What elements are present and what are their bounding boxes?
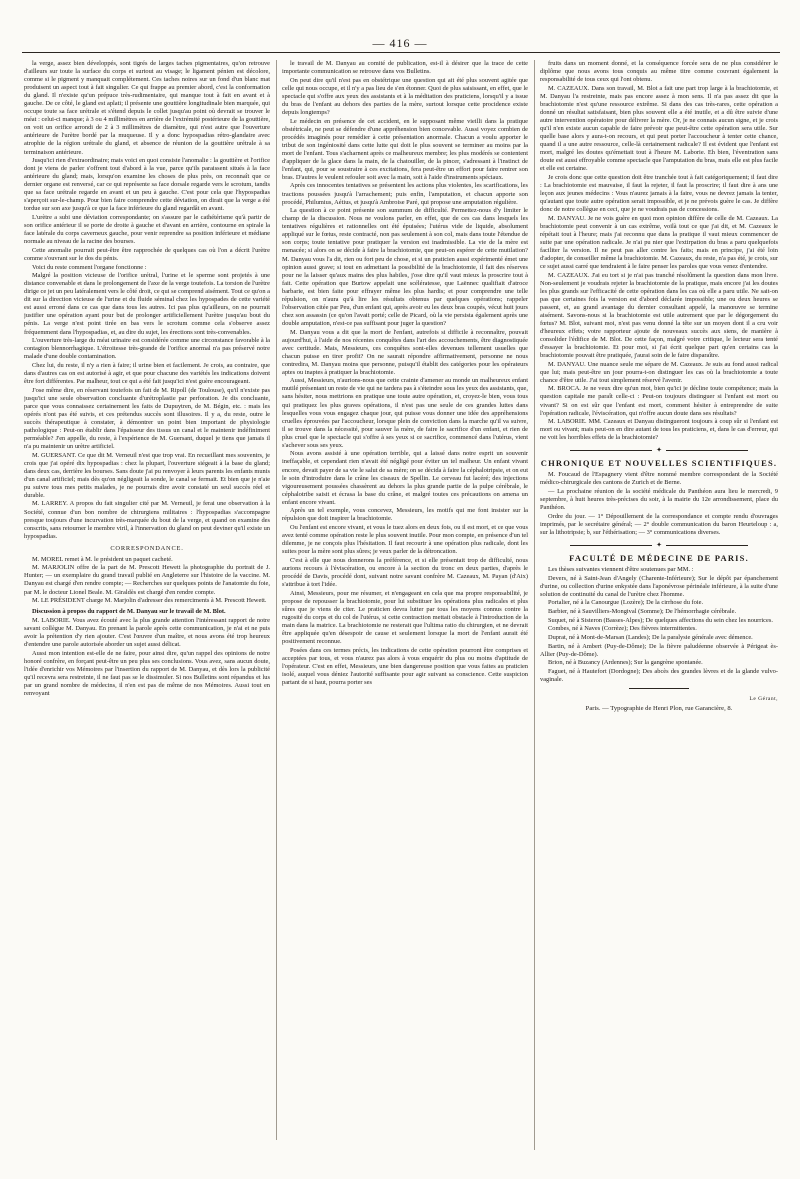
paragraph: le travail de M. Danyau au comité de publication, est-il à désirer que la trace de cette importante communication se retrouve dans vos Bulletins.: [282, 60, 528, 76]
column-divider: [276, 60, 277, 1140]
paragraph: Ainsi, Messieurs, pour me résumer, et n'engageant en cela que ma propre responsabilité, je propose de repousser la brachiotomie, pour lui substituer les opérations plus radicales et plus sûres que je viens de citer. Le praticien devra lutter par tous les moyens connus contre la rugosité du corps et du col de l'utérus, si cette contraction mettait obstacle à l'introduction de la main dans la matrice. La brachiotomie ne resterait que l'ultima ratio du chirurgien, et ne devrait être appliquée qu'en désespoir de cause et seulement lorsque la mort de l'enfant aurait été positivement reconnue.: [282, 589, 528, 645]
paragraph: fruits dans un moment donné, et la conséquence forcée sera de ne plus considérer le diplôme que nous avons tous conquis au même titre comme couvrant également la responsabilité de tous ceux qui l'ont obtenu.: [540, 60, 778, 84]
column-3: [540, 60, 778, 1154]
paragraph: C'est à elle que nous donnerons la préférence, et si elle présentait trop de difficulté, nous aurions recours à l'éviscération, ou encore à la section du tronc en deux parties, d'après le procédé de Davis, procédé dont, suivant notre savant confrère M. Cazeaux, M. Payan (d'Aix) s'attribue à tort l'idée.: [282, 556, 528, 588]
paragraph: J'ose même dire, en réservant toutefois un fait de M. Ripoll (de Toulouse), qu'il n'existe pas jusqu'ici une seule observation concluante d'urétroplastie par perforation. Je dis concluante, parce que vous connaissez certainement les faits de Dupuytren, de M. Bégin, etc. : mais les opérés n'ont pas été suivis, et ces prétendus succès sont illusoires. Il y a, du reste, outre le succès thérapeutique à constater, à démontrer un point bien important de physiologie pathologique : Peut-on établir dans l'épaisseur des tissus un canal et le maintenir indéfiniment perméable? J'en appelle, du reste, à l'expérience de M. Guersant, duquel je tiens que jamais il n'a pu maintenir un urètre artificiel.: [24, 386, 270, 450]
paragraph: Ou l'enfant est encore vivant, et vous le tuez alors en deux fois, ou il est mort, et ce que vous avez tenté comme opération reste le plus souvent inutile. Pour mon compte, en présence d'un tel dilemme, je ne conçois plus l'hésitation. Il faut recourir à une opération plus radicale, dont les suites pour la mère sont plus sûres; je veux parler de la détroncation.: [282, 524, 528, 556]
section-heading: CHRONIQUE ET NOUVELLES SCIENTIFIQUES.: [540, 458, 778, 469]
signature-line: Le Gérant,: [749, 696, 778, 703]
paragraph: M. BROCA. Je ne veux dire qu'un mot, bien qu'ici je décline toute compétence; mais la question capitale me paraît celle-ci : Peut-on toujours distinguer si l'enfant est mort ou vivant? Si on est sûr que l'enfant est mort, comment hésiter à entreprendre de suite l'opération radicale, l'éviscération, qui n'offre aucun doute dans ses résultats?: [540, 385, 778, 417]
paragraph: Les thèses suivantes viennent d'être soutenues par MM. :: [548, 566, 694, 574]
column-1: [24, 60, 270, 1140]
paragraph: M. GUERSANT. Ce que dit M. Verneuil n'est que trop vrai. En recueillant mes souvenirs, je crois que j'ai opéré dix hypospadias : chez la plupart, l'ouverture siégeait à la base du gland; dans deux cas, derrière les bourses. Sans doute j'ai pu renvoyer à leurs parents les enfants munis d'un canal artificiel; mais dès qu'on négligeait la sonde, le canal se fermait. Et bien que je n'aie pu suivre tous mes petits malades, je ne pourrais dire avoir constaté un seul succès réel et durable.: [24, 451, 270, 499]
ornament-glyph-icon: ✦: [652, 541, 666, 549]
paragraph: Suquet, né à Sisteron (Basses-Alpes); De quelques affections du sein chez les nourrices.: [548, 616, 773, 624]
paragraph: Jusqu'ici rien d'extraordinaire; mais voici en quoi consiste l'anomalie : la gouttière et l'orifice dont je viens de parler s'offrent tout d'abord à la vue, parce qu'ils paraissent situés à la face antérieure du gland; mais, lorsqu'on examine les choses de plus près, on reconnaît que ce dernier organe est renversé, car ce qui représente sa face dorsale regarde vers le scrotum, tandis que sa face urétrale regarde en avant et un peu à gauche. C'est pour cela que l'hypospadias s'aperçoit sur-le-champ. Pour bien faire comprendre cette déviation, on dirait que la verge a été tordue sur son axe jusqu'à ce que la face inférieure du gland regardât en avant.: [24, 157, 270, 213]
paragraph: Combes, né à Naves (Corrèze); Des fièvres intermittentes.: [548, 625, 697, 633]
paragraph: M. Danyau vous a dit que la mort de l'enfant, autrefois si difficile à reconnaître, pouvait aujourd'hui, à l'aide de nos récentes conquêtes dans l'art des accouchements, être diagnostiquée avec certitude. Mais, Messieurs, ces conquêtes sont-elles devenues tellement usuelles que chacun puisse en tirer profit? On ne saurait répondre affirmativement, personne ne nous contredira, M. Danyau moins que personne, puisqu'il établit des catégories pour les opérateurs aptes ou inaptes à pratiquer la brachiotomie.: [282, 328, 528, 376]
paragraph: M. LABORIE. MM. Cazeaux et Danyau distingueront toujours à coup sûr si l'enfant est mort ou vivant; mais peut-on en dire autant de tous les praticiens, et, dans le cas d'erreur, qui ne voit les horribles effets de la brachiotomie?: [540, 418, 778, 442]
paragraph: Duprat, né à Mont-de-Marsan (Landes); De la paralysie générale avec démence.: [548, 633, 753, 641]
paragraph: Devers, né à Saint-Jean d'Angely (Charente-Inférieure); Sur le dépôt par épanchement d'urine, ou collection d'urine enkystée dans l'aponévrose périnéale inférieure, à la suite d'une solution de continuité du canal de l'urètre chez l'homme.: [540, 574, 778, 598]
paragraph: La question à ce point présente son summum de difficulté. Permettez-nous d'y limiter le champ de la discussion. Nous ne voulons parler, en effet, que de ces cas dans lesquels les tentatives régulières et rationnelles ont été épuisées; l'utérus vide de liquide, absolument appliqué sur le fœtus, reste contracté, non pas seulement à son col, mais dans toute l'étendue de son corps; toute tentative pour pratiquer la version est inadmissible. La vie de la mère est menacée; si alors on se décide à faire la brachiotomie, que peut-on espérer de cette mutilation? M. Danyau vous l'a dit, rien ou fort peu de chose, et si un praticien aussi expérimenté émet une opinion aussi grave; si tout en admettant la possibilité de la brachiotomie, il fait des réserves pour ne la laisser qu'aux mains des plus habiles, j'ose dire qu'il vaut mieux la proscrire tout à fait. Cette opération que Burtow appelait une scélératesse, que Laënnec qualifiait d'atroce barbarie, est bien faite pour effrayer même les plus hardis; et pour comprendre une telle répulsion, on n'aura qu'à lire les résultats obtenus par quelques opérations; rappeler l'observation citée par Peu, d'un enfant qui, après avoir eu les deux bras coupés, vécut huit jours chez son assassin (ce qu'on l'avait porté; celle de Picard, où la vie persista également après une double amputation, n'est-ce pas suffisant pour juger la question?: [282, 207, 528, 327]
paragraph: L'urètre a subi une déviation correspondante; on s'assure par le cathétérisme qu'à partir de son orifice antérieur il se porte de droite à gauche et d'avant en arrière, contourne en spirale la face latérale du corps caverneux gauche, pour venir reprendre sa position inférieure et médiane normale au niveau de la racine des bourses.: [24, 214, 270, 246]
section-heading: FACULTÉ DE MÉDECINE DE PARIS.: [569, 552, 749, 563]
paragraph: M. LARREY. A propos du fait singulier cité par M. Verneuil, je ferai une observation à la Société, connue d'un bon nombre de chirurgiens militaires : l'hypospadias s'accompagne presque toujours d'une incurvation très-marquée du bout de la verge, et quand on examine des conscrits, sans retourner le membre viril, à l'innervation du gland on peut deviner qu'il existe un hypospadias.: [24, 500, 270, 540]
paragraph: Après un tel exemple, vous concevez, Messieurs, les motifs qui me font insister sur la répulsion que doit inspirer la brachiotomie.: [282, 507, 528, 523]
discussion-title: Discussion à propos du rapport de M. Danyau sur le travail de M. Blot.: [32, 608, 226, 616]
paragraph: M. MARJOLIN offre de la part de M. Prescott Hewett la photographie du portrait de J. Hunter; — un exemplaire du grand travail publié en Angleterre sur l'histoire de la vaccine. M. Danyau est chargé d'en rendre compte; — Recherches sur quelques points de l'anatomie du foie, par M. le docteur Lionel Beale. M. Giraldès est chargé d'en rendre compte.: [24, 564, 270, 596]
paragraph: Malgré la position vicieuse de l'orifice urétral, l'urine et le sperme sont projetés à une distance convenable et dans le prolongement de l'axe de la verge toutefois. La torsion de l'urètre dirige ce jet un peu latéralement vers le côté droit, ce qui se comprend aisément. Tout ce qu'on a dit sur la direction vicieuse de l'urine et du fluide séminal chez les hypospades de cette variété est aussi erroné dans ce cas que dans tous les autres. Ici pas plus qu'ailleurs, on ne pourrait justifier une opération ayant pour but de prolonger artificiellement l'urètre jusqu'au bout du pénis. La verge n'est point tirée en bas vers le scrotum comme cela s'observe assez fréquemment dans l'hypospadias, et, au dire du sujet, les érections sont très-convenables.: [24, 272, 270, 336]
paragraph: Bartin, né à Ambert (Puy-de-Dôme); De la fièvre paludéenne observée à Périgeat ès-Allier (Puy-de-Dôme).: [540, 642, 778, 658]
paragraph: Après ces innocentes tentatives se présentent les actions plus violentes, les scarifications, les tractions poussées jusqu'à l'arrachement; puis enfin, l'amputation, et chacun apporte son procédé, Philumius, Aétius, et jusqu'à Ambroise Paré, qui propose une amputation régulière.: [282, 182, 528, 206]
paragraph: Ordre du jour. — 1° Dépouillement de la correspondance et compte rendu d'ouvrages imprimés, par le secrétaire général; — 2° double communication du baron Heurteloup : a, sur la lithotripsie; b, sur l'éthérisation; — 3° communications diverses.: [540, 512, 778, 536]
paragraph: M. DANYAU. Une nuance seule me sépare de M. Cazeaux. Je suis au fond aussi radical que lui; mais peut-être un jour pourra-t-on distinguer les cas où la brachiotomie a toute chance d'être utile. J'ai tout simplement réservé l'avenir.: [540, 360, 778, 384]
section-ornament: [540, 446, 778, 454]
paragraph: M. LE PRÉSIDENT charge M. Marjolin d'adresser des remerciments à M. Prescott Hewett.: [32, 597, 267, 605]
paragraph: Aussi, Messieurs, n'aurions-nous que cette crainte d'amener au monde un malheureux enfant mutilé présentant un reste de vie qui ne tardera pas à s'éteindre sous les yeux des assistants, que, sans hésiter, nous mettrions en pratique une toute autre opération, et, croyez-le bien, vous tous qui pratiquez les plus graves opérations, il n'est pas une seule de ces grandes luttes dans lesquelles vous vous engagez chaque jour, qui puisse vous donner une idée des appréhensions cruelles éprouvées par l'accoucheur, lorsque plein de conviction dans la marche qu'il va suivre, il se trouve dans la nécessité, pour sauver la mère, de faire le sacrifice d'un enfant, et rien de plus cruel que le spectacle qui s'offre à ses yeux si ce sacrifice, commencé dans l'utérus, vient s'achever sous ses yeux.: [282, 377, 528, 449]
paragraph: M. Foucaud de l'Espagnery vient d'être nommé membre correspondant de la Société médico-chirurgicale des cantons de Zurich et de Berne.: [540, 471, 778, 487]
paragraph: Portalier, né à la Canourgue (Lozère); De la cirrhose du foie.: [548, 599, 704, 607]
paragraph: M. MOREL remet à M. le président un paquet cacheté.: [32, 555, 173, 563]
paragraph: la verge, assez bien développés, sont tigrés de larges taches pigmentaires, qu'on retrouve d'ailleurs sur toute la surface du corps et surtout au visage; le ligament pénien est décolore, comme si le pigment y manquait complétement. Ces taches noires sur un fond d'un blanc mat produisent un aspect tout à fait singulier. Ce qui frappe au premier abord, c'est la conformation du gland. Il n'existe qu'un prépuce très-rudimentaire, qui manque tout à fait en avant et à gauche. De ce côté, le gland est aplati; il présente une gouttière longitudinale bien marquée, qui occupe toute sa face urétrale et s'étend depuis le collet jusqu'au point où devrait se trouver le méat : celui-ci manque; à 3 ou 4 millimètres en arrière de l'extrémité postérieure de la gouttière, on voit un orifice arrondi de 2 à 3 millimètres de diamètre, qui n'est autre que l'ouverture antérieure de l'urètre bordé par la muqueuse. Il y a donc hypospadias rétro-glandaire avec atrophie de la région urétrale du gland, et absence de réunion de la gouttière urétrale à sa terminaison antérieure.: [24, 60, 270, 156]
paragraph: Le médecin en présence de cet accident, en le supposant même vieilli dans la pratique obstétricale, ne peut se défendre d'une appréhension bien concevable. Aussi voyez combien de procédés imaginés pour remédier à cette présentation anormale. Chacun a voulu apporter le tribut de son ingéniosité dans cette lutte qui doit le plus souvent se terminer au moins par la mort de l'enfant. Tous s'acharnent après ce malheureux membre; les plus modérés se contentent d'appliquer de la glace dans la main, de la chatouiller, de la pincer, s'adressant à l'instinct de l'enfant, qui, pour se soustraire à ces excitations, fera peut-être un effort pour faire rentrer son bras. D'autres le veulent refouler soit avec la main, soit à l'aide d'instruments spéciaux.: [282, 117, 528, 181]
page-number: — 416 —: [372, 36, 428, 50]
printer-imprint: Paris. — Typographie de Henri Plon, rue Garancière, 8.: [585, 705, 733, 713]
paragraph: Barbier, né à Sauvilliers-Mongival (Somme); De l'hémorrhagie cérébrale.: [548, 608, 737, 616]
paragraph: Brion, né à Buzancy (Ardennes); Sur la gangrène spontanée.: [548, 659, 703, 667]
paragraph: Voici du reste comment l'organe fonctionne :: [32, 263, 147, 271]
section-ornament: [540, 541, 778, 549]
paragraph: M. DANYAU. Je ne vois guère en quoi mon opinion diffère de celle de M. Cazeaux. La brachiotomie peut convenir à un cas extrême, voilà tout ce que j'ai dit, et M. Cazeaux le répétait tout à l'heure; mais j'ai reconnu que dans la pratique il vaut mieux commencer de suite par une opération radicale. Je n'ai pu nier que l'extirpation du bras a paru quelquefois faciliter la version. Il ne peut pas aller contre les faits; mais en principe, j'ai été loin d'adopter, de conseiller même la brachiotomie. M. Cazeaux, du reste, n'a pas été, je crois, sur ce sujet aussi carré que tendraient à le faire penser les paroles que vous venez d'entendre.: [540, 214, 778, 270]
paragraph: Aussi mon intention est-elle de ne faire, pour ainsi dire, qu'un rappel des opinions de notre honoré confrère, en forçant peut-être un peu plus ses conclusions. Vous avez, sans aucun doute, l'idée d'enrichir vos Mémoires par l'insertion du rapport de M. Danyau, et dès lors la publicité qu'il recevra sera restreinte, il ne faut pas se le dissimuler. Si nos Bulletins sont répandus et lus par un grand nombre de médecins, il n'en est pas de même de nos Mémoires. Aussi tout en renvoyant: [24, 650, 270, 698]
column-2: [282, 60, 528, 1120]
paragraph: M. CAZEAUX. Dans son travail, M. Blot a fait une part trop large à la brachiotomie, et M. Danyau l'a restreinte, mais pas encore assez à mon sens. Il n'a pas assez dit que la brachiotomie n'est qu'une ressource extrême. Si dans des cas très-rares, cette opération a donné un résultat satisfaisant, bien plus souvent elle a été inutile, et a dû être suivie d'une autre intervention opératoire pour délivrer la mère. Or, je ne connais aucun signe, et je crois qu'il n'en existe aucun capable de faire prévoir que peut-être cette opération sera utile. Sur quelle base alors y aura-t-on recours, et qui peut porter l'accoucheur à tenter cette chance, quand il a une autre ressource, celle-là certainement radicale? Il est évident que l'enfant est mort, malgré les doutes qu'émettait tout à l'heure M. Laborie. Eh bien, l'éventration sans doute est aussi effroyable comme spectacle que l'amputation du bras, mais elle est plus facile et elle est certaine.: [540, 84, 778, 173]
column-divider: [534, 60, 535, 1150]
divider-rule: [629, 688, 689, 689]
paragraph: On peut dire qu'il n'est pas en obstétrique une question qui ait été plus souvent agitée que celle qui nous occupe, et il n'y a pas lieu de s'en étonner. Quoi de plus saisissant, en effet, que le spectacle qui s'offre aux yeux des assistants et à la méditation des praticiens, lorsqu'il y a issue du bras de l'enfant au dehors des parties de la mère, surtout lorsque cette procidence existe depuis longtemps?: [282, 76, 528, 116]
paragraph: Je crois donc que cette question doit être tranchée tout à fait catégoriquement; il faut dire : La brachiotomie est mauvaise, il faut la rejeter, il faut la proscrire; il faut dire à ans une leçon aux jeunes médecins : Vous n'aurez jamais à la faire, vous ne devrez jamais la tenter, qu'autant que toute autre opération serait impossible, et je ne prévois guère le cas. Je diffère donc de notre collègue en ceci, que je ne voudrais pas de concessions.: [540, 173, 778, 214]
paragraph: Faguet, né à Hautefort (Dordogne); Des abcès des grandes lèvres et de la glande vulvo-vaginale.: [540, 667, 778, 683]
paragraph: Posées dans ces termes précis, les indications de cette opération pourront être comprises et acceptées par tous, et vous n'aurez pas alors à vous enquérir du plus ou moins d'aptitude de l'opérateur. C'est en effet, Messieurs, une bien dangereuse position que vous faites au praticien isolé, auquel vous déniez l'autorité suffisante pour agir suivant sa conscience. Cette suspicion partant de si haut, pourra porter ses: [282, 646, 528, 686]
paragraph: Chez lui, du reste, il n'y a rien à faire; il urine bien et facilement. Je crois, au contraire, que dans d'autres cas on est autorisé à agir, et que pour chacune des variétés les indications doivent être fort différentes. Par malheur, tout ce qui a été fait jusqu'ici n'est guère encourageant.: [24, 361, 270, 385]
header-rule: [22, 52, 780, 53]
paragraph: M. CAZEAUX. J'ai eu tort si je n'ai pas tranché résolûment la question dans mon livre. Non-seulement je voudrais rejeter la brachiotomie de la pratique, mais encore j'ai les doutes les plus grands sur l'efficacité de cette opération dans les cas où elle a paru utile. Ne sait-on pas que certaines fois la version est d'abord déclarée impossible; une ou deux heures se passent, et, au grand avantage du dernier consultant appelé, la manœuvre se termine aisément. Savons-nous si la brachiotomie est utile autrement que par le dégorgement du fœtus? M. Blot, suivant moi, n'est pas venu donné la tête sur un moyen dont il a cru voir d'heureux effets; votre rapporteur ajoute de nouveaux succès aux siens, de manière à consolider l'édifice de M. Blot. De cette façon, malgré votre critique, le lecteur sera tenté d'essayer la brachiotomie. Et pour moi, si j'ai écrit quelque part qu'en certains cas la brachiotomie pouvait être pratiquée, j'aurai soin de le faire disparaître.: [540, 271, 778, 360]
paragraph: M. LABORIE. Vous avez écouté avec la plus grande attention l'intéressant rapport de notre savant collègue M. Danyau. En prenant la parole après cette communication, je n'ai et ne puis avoir la prétention d'y rien ajouter. C'est l'œuvre d'un maître, et nous avons été trop heureux d'entendre une parole autorisée aborder un sujet aussi délicat.: [24, 617, 270, 649]
paragraph: Nous avons assisté à une opération terrible, qui a laissé dans notre esprit un souvenir ineffaçable, et cependant rien n'avait été négligé pour éviter un tel malheur. Un enfant vivant encore, devait payer de sa vie le salut de sa mère; on se décida à faire la céphalotripsie, et on eut le soin d'introduire dans le crâne les ciseaux de Spellin. Le cerveau fut lacéré; des injections vigoureusement poussées chassèrent au dehors la plus grande partie de la pulpe cérébrale, le céphalotribe saisit et écrasa la base du crâne, et malgré toutes ces précautions on amena un enfant encore vivant.: [282, 450, 528, 506]
paragraph: Cette anomalie pourrait peut-être être rapprochée de quelques cas où l'on a décrit l'urètre comme s'ouvrant sur le dos du pénis.: [24, 246, 270, 262]
paragraph: — La prochaine réunion de la société médicale du Panthéon aura lieu le mercredi, 9 septembre, à huit heures très-précises du soir, à la mairie du 12e arrondissement, place du Panthéon.: [540, 488, 778, 512]
section-subheading: CORRESPONDANCE.: [110, 544, 184, 552]
paragraph: L'ouverture très-large du méat urinaire est considérée comme une circonstance favorable à la contagion blennorrhagique. L'étroitesse très-grande de l'orifice anormal n'a pas préservé notre malade d'une double contamination.: [24, 337, 270, 361]
ornament-glyph-icon: ✦: [652, 446, 666, 454]
